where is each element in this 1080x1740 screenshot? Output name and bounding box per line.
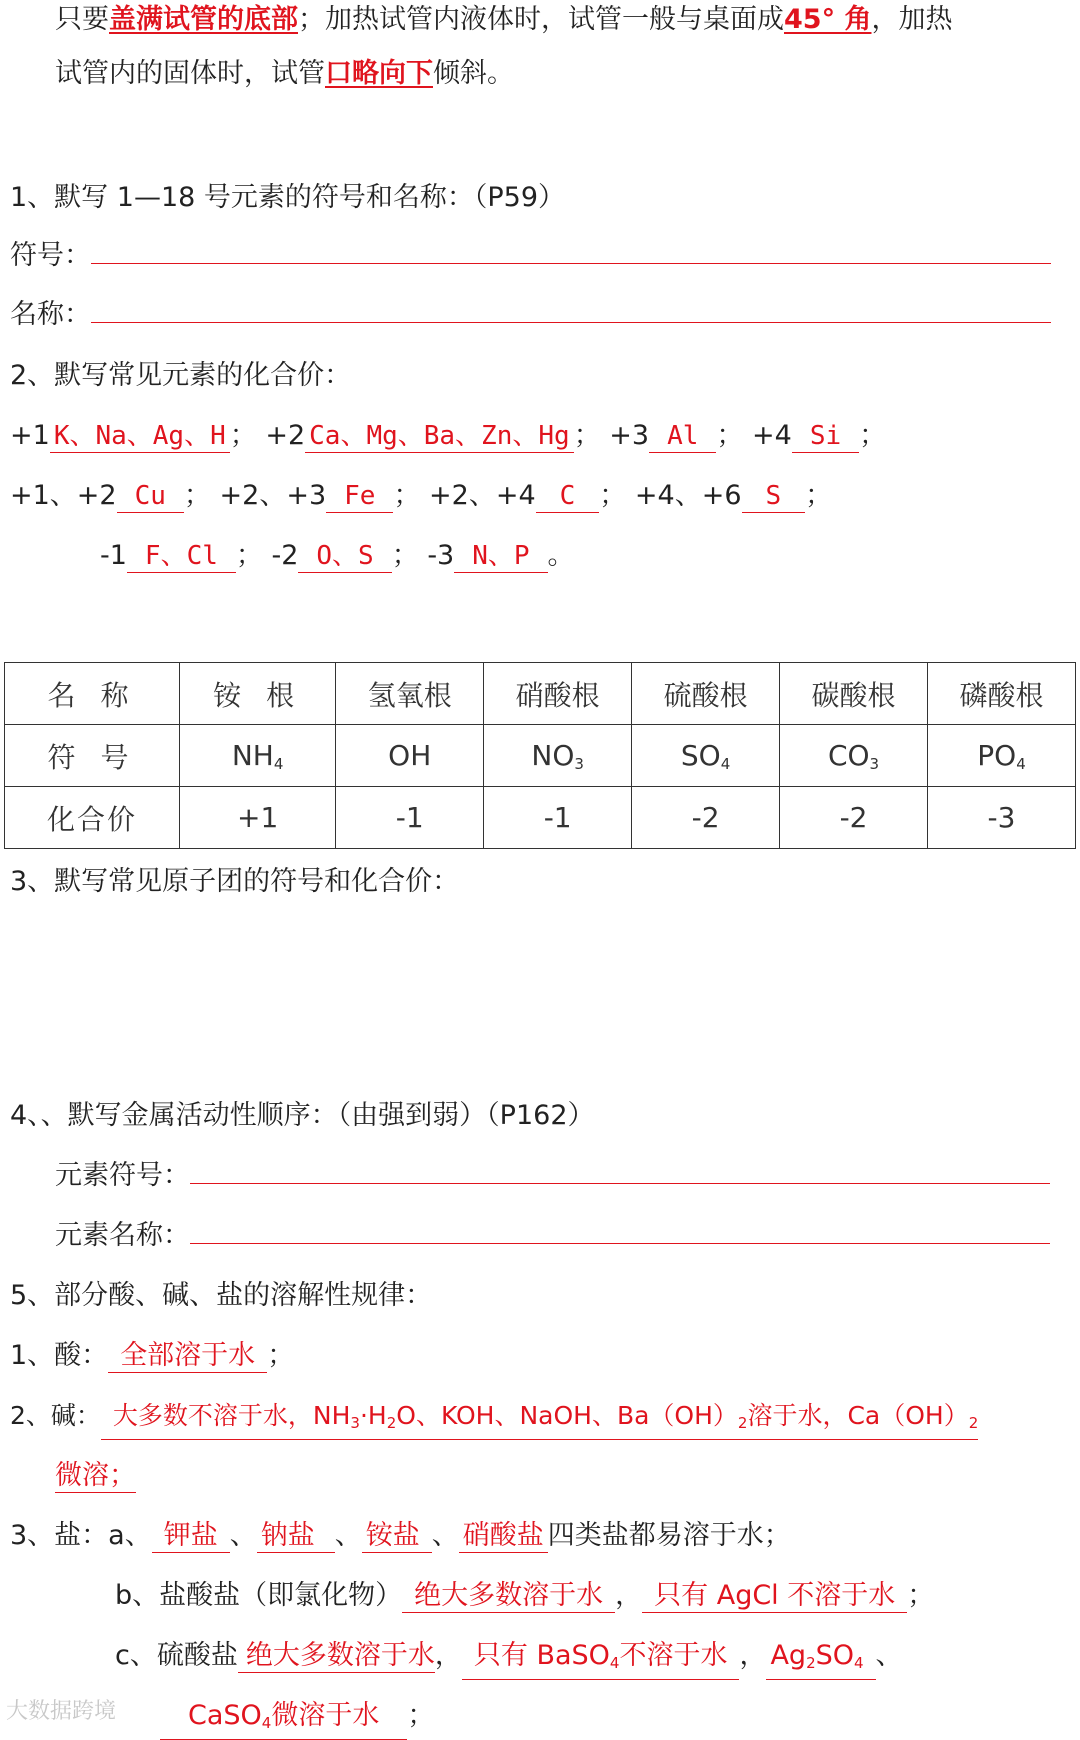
intro-text: 试管内的固体时，试管 [55,58,325,89]
base-answer-text: O、KOH、NaOH、Ba（OH） [396,1401,738,1430]
separator: 、 [334,1520,362,1551]
valence-label: -1 [100,540,127,571]
separator: ； [716,420,744,451]
ion-symbol [180,725,336,787]
valence-answer: N、P [454,540,547,573]
intro-text: 倾斜。 [433,58,514,89]
valence-label: +2、+3 [219,480,327,511]
symbol-base: NO [531,738,575,772]
answer-test-tube-bottom: 盖满试管的底部 [109,4,298,35]
q1-symbol-blank[interactable] [91,239,1051,264]
salt-answer: 硝酸盐 [459,1520,548,1553]
q1-name-blank[interactable] [91,298,1051,323]
salt-answer: 绝大多数溶于水 [238,1640,435,1673]
table-row [5,787,1076,849]
valence-answer: Al [649,420,716,453]
ion-table [4,662,1076,849]
q2-row-3 [100,536,1072,576]
separator: ； [183,480,211,511]
separator: ； [599,480,627,511]
table-row [5,663,1076,725]
salt-answer-text: CaSO [188,1700,262,1731]
row-header: 名 称 [5,663,180,725]
separator: ， [434,1640,462,1671]
q1-name-label: 名称： [10,299,91,330]
valence-label: +3 [609,420,650,451]
valence-answer: Ca、Mg、Ba、Zn、Hg [305,420,574,453]
separator: 。 [547,540,575,571]
valence-label: +2、+4 [429,480,536,511]
valence-answer: Si [792,420,859,453]
salt-label: 3、盐：a、 [10,1520,152,1551]
intro-text: 只要 [55,4,109,35]
salt-answer: 钾盐 [152,1520,230,1553]
ion-symbol [780,725,928,787]
symbol-subscript: 3 [869,754,880,773]
base-answer-text: 溶于水，Ca（OH） [747,1401,969,1430]
valence-answer: S [742,480,806,513]
separator: 、 [229,1520,257,1551]
q4-title: 4、、默写金属活动性顺序：（由强到弱）（P162） [10,1100,595,1131]
valence-answer: F、Cl [127,540,236,573]
symbol-subscript: 3 [574,754,584,773]
salt-answer: 钠盐 [257,1520,335,1553]
symbol-base: PO [977,738,1017,772]
valence-answer: Fe [326,480,393,513]
symbol-base: CO [827,738,870,772]
separator: ； [229,420,257,451]
ion-name: 铵 根 [180,663,336,725]
separator: ， [615,1580,643,1611]
separator: ； [859,420,887,451]
ion-valence: -3 [928,787,1076,849]
q1-symbol-row [10,236,1072,276]
valence-answer: O、S [298,540,391,573]
q5-salt-d-row [160,1696,1072,1740]
ion-symbol [336,725,484,787]
intro-text: ，加热 [871,4,953,35]
salt-c-label: c、硫酸盐 [115,1640,238,1671]
symbol-subscript: 4 [720,754,731,773]
salt-answer: 铵盐 [362,1520,432,1553]
q4-symbol-label: 元素符号： [55,1160,190,1191]
q5-base-row-2 [55,1456,1072,1496]
q4-name-blank[interactable] [190,1219,1050,1244]
base-answer-text: ·H [359,1401,387,1430]
q2-row-1 [10,416,1072,456]
q3-title: 3、默写常见原子团的符号和化合价： [10,866,460,897]
base-label: 2、碱： [10,1401,101,1430]
base-answer: 大多数不溶于水，$NH_3\cdot H_2O$、KOH、NaOH、$Ba(OH)_2$溶于水，$Ca(OH)_2$ [101,1400,978,1440]
ion-valence: -1 [484,787,632,849]
salt-a-end: 四类盐都易溶于水； [547,1520,791,1551]
salt-answer: 绝大多数溶于水 [402,1580,615,1613]
acid-answer: 全部溶于水 [108,1340,267,1373]
q2-row-2 [10,476,1072,516]
salt-answer: 只有 AgCl 不溶于水 [642,1580,907,1613]
salt-answer-text: 不溶于水 [619,1640,728,1671]
symbol-subscript: 4 [273,754,284,773]
salt-answer-text: Ag [770,1640,807,1671]
intro-text: ；加热试管内液体时，试管一般与桌面成 [298,4,784,35]
valence-label: +4 [752,420,792,451]
ion-name: 硫酸根 [632,663,780,725]
q4-name-row [55,1216,1072,1256]
ion-symbol [484,725,632,787]
ion-name: 氢氧根 [336,663,484,725]
salt-answer: 只有 BaSO$_4$不溶于水 [462,1640,740,1680]
answer-angle: 45° 角 [784,4,872,35]
salt-answer: CaSO$_4$微溶于水 [160,1700,407,1740]
q4-name-label: 元素名称： [55,1220,190,1251]
separator: ； [391,540,419,571]
ion-name: 磷酸根 [928,663,1076,725]
valence-label: +4、+6 [634,480,742,511]
q1-title: 1、默写 1—18 号元素的符号和名称：（P59） [10,182,566,213]
separator: ； [407,1700,435,1731]
separator: ； [573,420,601,451]
table-row [5,725,1076,787]
salt-answer-text: 微溶于水 [271,1700,380,1731]
separator: ； [267,1340,295,1371]
valence-label: +2 [265,420,306,451]
ion-name: 硝酸根 [484,663,632,725]
answer-mouth-down: 口略向下 [325,58,433,89]
ion-valence: -2 [632,787,780,849]
ion-valence: -1 [336,787,484,849]
separator: ， [739,1640,767,1671]
valence-label: +1 [10,420,50,451]
acid-label: 1、酸： [10,1340,109,1371]
intro-line-2 [55,54,1072,94]
q5-acid-row [10,1336,1072,1376]
q5-salt-c-row [115,1636,1072,1680]
salt-answer-text: SO [815,1640,854,1671]
q4-symbol-blank[interactable] [190,1159,1050,1184]
base-answer-text: 大多数不溶于水，NH [112,1401,351,1430]
q5-salt-a-row [10,1516,1072,1556]
symbol-base: OH [388,738,432,772]
valence-label: -2 [271,540,299,571]
q5-salt-b-row [115,1576,1072,1616]
row-header: 化合价 [5,787,180,849]
watermark: 大数据跨境 [6,1699,117,1724]
q1-symbol-label: 符号： [10,240,91,271]
symbol-base: SO [680,738,721,772]
separator: ； [907,1580,935,1611]
valence-answer: C [536,480,600,513]
salt-answer: $Ag_2SO_4$ [766,1640,875,1680]
q5-base-row [10,1396,1072,1440]
ion-symbol [632,725,780,787]
symbol-base: NH [231,738,274,772]
ion-name: 碳酸根 [780,663,928,725]
separator: ； [235,540,263,571]
ion-symbol [928,725,1076,787]
valence-answer: Cu [117,480,184,513]
separator: ； [393,480,421,511]
row-header: 符 号 [5,725,180,787]
separator: ； [805,480,833,511]
separator: 、 [431,1520,459,1551]
separator: 、 [875,1640,903,1671]
symbol-subscript: 4 [1016,754,1026,773]
base-answer-continued: 微溶； [55,1460,136,1491]
q4-symbol-row [55,1156,1072,1196]
salt-b-label: b、盐酸盐（即氯化物） [115,1580,403,1611]
ion-valence: -2 [780,787,928,849]
q2-title: 2、默写常见元素的化合价： [10,360,352,391]
q5-title: 5、部分酸、碱、盐的溶解性规律： [10,1280,433,1311]
valence-label: +1、+2 [10,480,117,511]
valence-answer: K、Na、Ag、H [50,420,230,453]
ion-valence: +1 [180,787,336,849]
intro-line-1 [55,0,1072,40]
salt-answer-text: 只有 BaSO [473,1640,610,1671]
valence-label: -3 [427,540,455,571]
q1-name-row [10,295,1072,335]
